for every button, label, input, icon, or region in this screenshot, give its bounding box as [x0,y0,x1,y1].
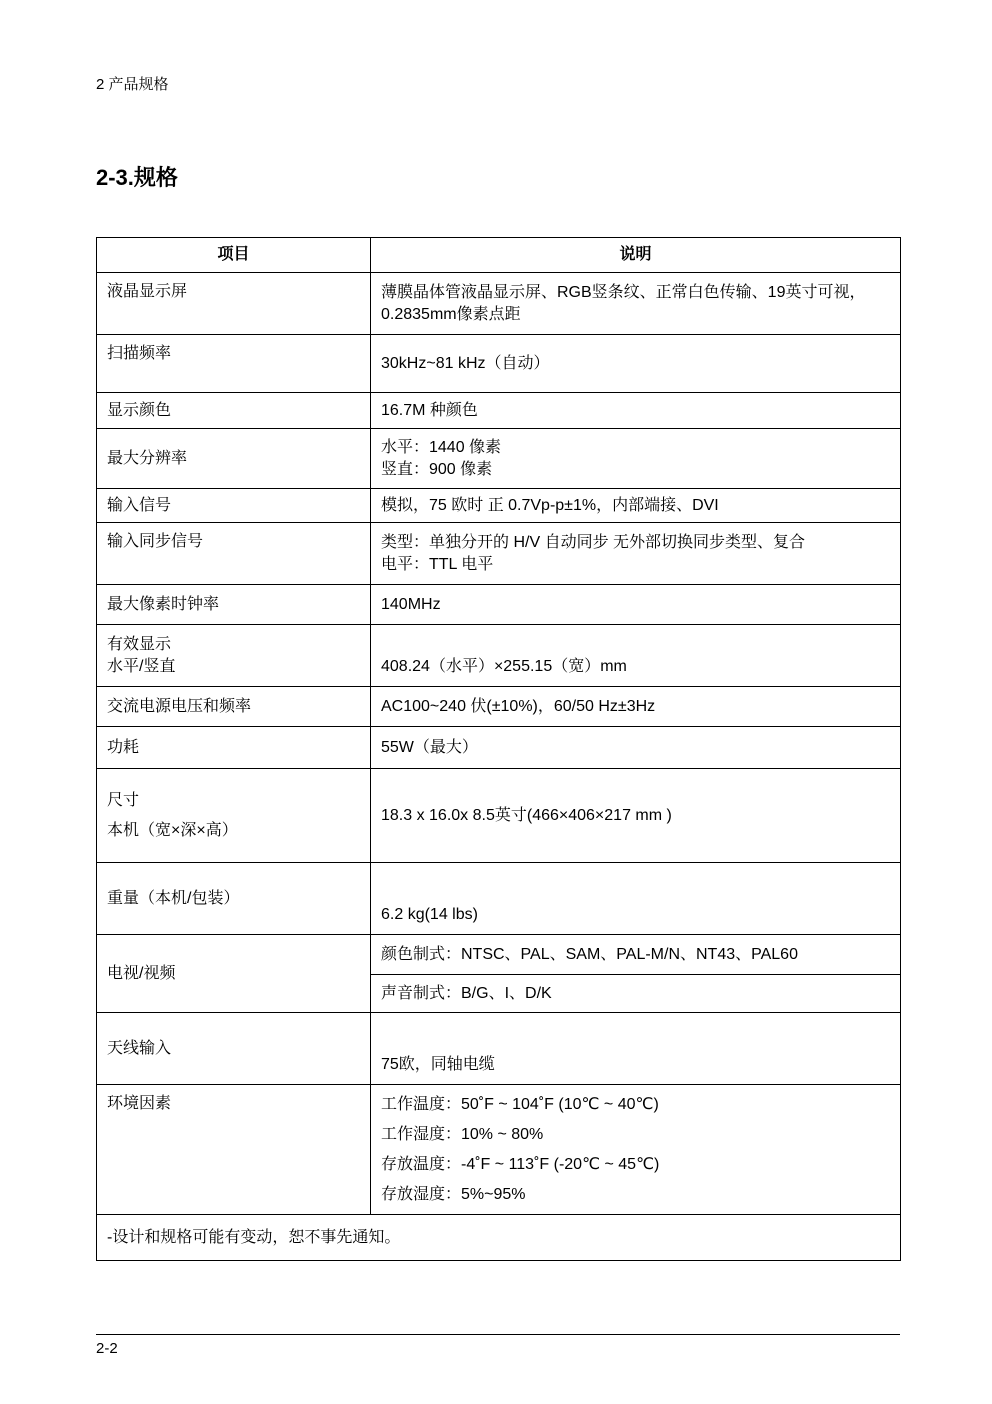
row-value: 声音制式：B/G、I、D/K [371,975,901,1013]
table-row [97,335,901,393]
row-value: 75欧，同轴电缆 [371,1013,901,1085]
label-line: 有效显示 [107,635,172,653]
footer-divider [96,1334,900,1335]
column-header-item: 项目 [97,238,371,273]
table-row [97,625,901,687]
row-value: AC100~240 伏(±10%)，60/50 Hz±3Hz [371,687,901,727]
table-row [97,687,901,727]
row-value: 颜色制式：NTSC、PAL、SAM、PAL-M/N、NT43、PAL60 [371,935,901,975]
row-label: 最大像素时钟率 [97,585,371,625]
row-label: 输入信号 [97,489,371,523]
row-label: 环境因素 [97,1085,371,1215]
row-value [371,1085,901,1215]
value-line: 存放温度：-4˚F ~ 113˚F (-20℃ ~ 45℃) [381,1155,660,1173]
label-line: 尺寸 [107,791,140,809]
row-value: 140MHz [371,585,901,625]
row-label: 输入同步信号 [97,523,371,585]
row-value: 55W（最大） [371,727,901,769]
value-line: 0.2835mm像素点距 [381,305,521,323]
row-label [97,625,371,687]
table-header-row [97,238,901,273]
row-value: 6.2 kg(14 lbs) [371,863,901,935]
table-row [97,935,901,975]
footnote: -设计和规格可能有变动，恕不事先通知。 [97,1215,901,1261]
column-header-description: 说明 [371,238,901,273]
page-number: 2-2 [96,1340,118,1357]
row-value: 30kHz~81 kHz（自动） [371,335,901,393]
row-label: 功耗 [97,727,371,769]
value-line: 薄膜晶体管液晶显示屏、RGB竖条纹、正常白色传输、19英寸可视， [381,283,866,301]
chapter-header: 2 产品规格 [96,76,169,93]
table-row [97,393,901,429]
label-line: 水平/竖直 [107,657,176,675]
table-row [97,273,901,335]
table-row [97,585,901,625]
row-label: 天线输入 [97,1013,371,1085]
row-value: 模拟，75 欧时 正 0.7Vp-p±1%，内部端接、DVI [371,489,901,523]
row-value: 18.3 x 16.0x 8.5英寸(466×406×217 mm ) [371,769,901,863]
table-row [97,429,901,489]
row-label: 重量（本机/包装） [97,863,371,935]
row-label: 扫描频率 [97,335,371,393]
table-row [97,727,901,769]
row-label [97,769,371,863]
row-label: 显示颜色 [97,393,371,429]
section-title: 2-3.规格 [96,165,178,190]
value-line: 类型：单独分开的 H/V 自动同步 无外部切换同步类型、复合 [381,533,806,551]
table-row [97,1013,901,1085]
table-row [97,1085,901,1215]
spec-table [96,237,901,1261]
row-value [371,429,901,489]
row-value: 16.7M 种颜色 [371,393,901,429]
row-value [371,273,901,335]
table-row [97,523,901,585]
row-value: 408.24（水平）×255.15（宽）mm [371,625,901,687]
row-label: 交流电源电压和频率 [97,687,371,727]
value-line: 存放湿度：5%~95% [381,1185,526,1203]
row-label: 最大分辨率 [97,429,371,489]
table-row [97,489,901,523]
value-line: 工作湿度：10% ~ 80% [381,1125,544,1143]
label-line: 本机（宽×深×高） [107,821,238,839]
row-label: 电视/视频 [97,935,371,1013]
table-row [97,769,901,863]
value-line: 电平：TTL 电平 [381,555,494,573]
row-value [371,523,901,585]
table-row [97,863,901,935]
value-line: 水平：1440 像素 [381,438,502,456]
value-line: 工作温度：50˚F ~ 104˚F (10℃ ~ 40℃) [381,1095,659,1113]
value-line: 竖直：900 像素 [381,460,493,478]
row-label: 液晶显示屏 [97,273,371,335]
footnote-row [97,1215,901,1261]
